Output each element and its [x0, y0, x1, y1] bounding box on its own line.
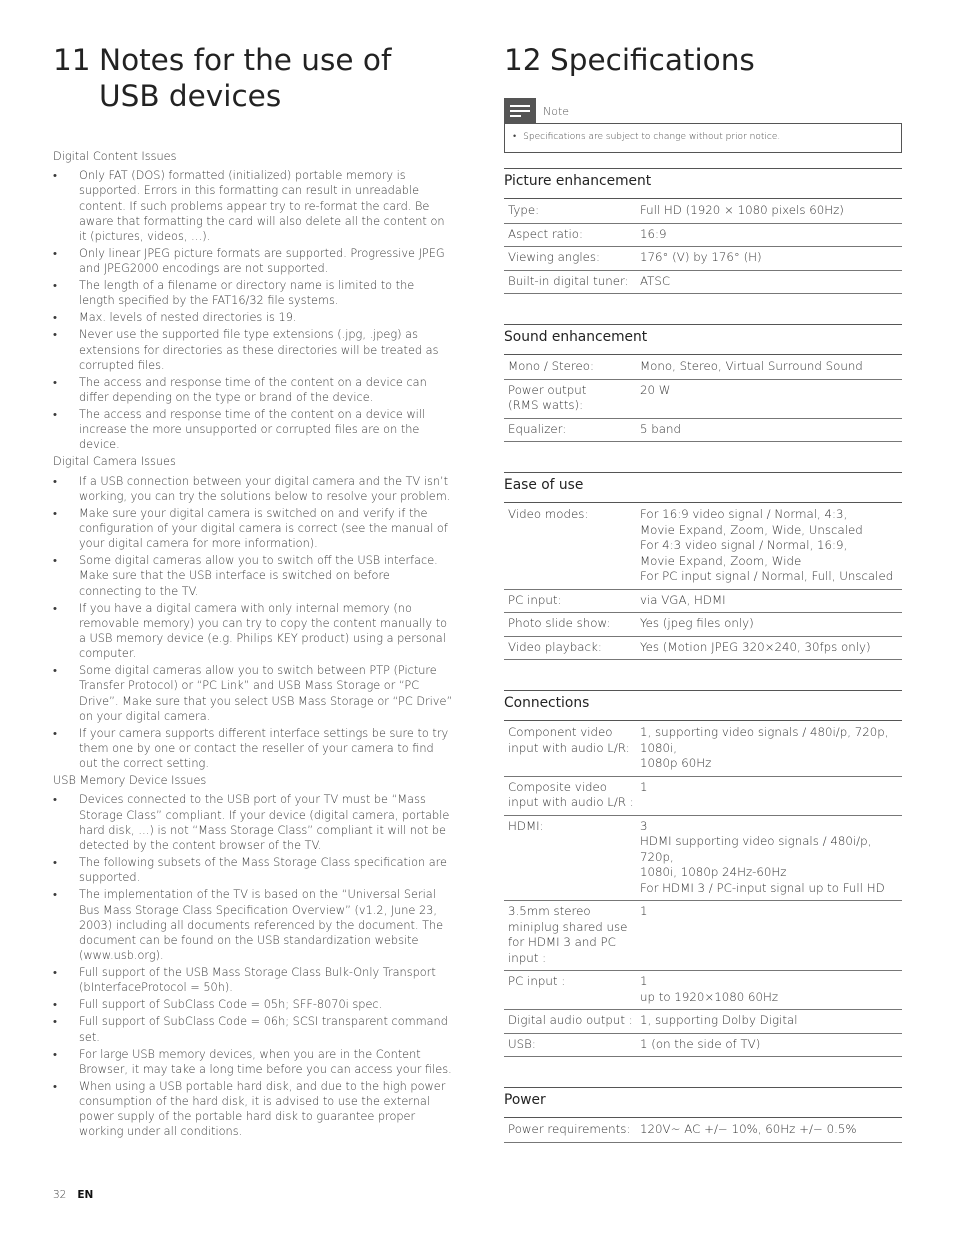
spec-value [640, 1037, 898, 1053]
spec-row [504, 356, 902, 380]
spec-section-title: Ease of use [504, 472, 902, 503]
spec-row [504, 816, 902, 902]
spec-section [504, 472, 902, 660]
spec-value-line: 16:9 [640, 226, 667, 241]
spec-value [640, 383, 898, 414]
spec-key-line: Video playback: [508, 639, 602, 654]
issue-list [53, 792, 453, 1139]
spec-value-line: 1 [640, 974, 648, 988]
spec-section-title: Connections [504, 690, 902, 721]
spec-value-line: HDMI supporting video signals / 480i/p, 720p, [640, 834, 872, 864]
spec-value-line: 1, supporting Dolby Digital [640, 1013, 798, 1027]
list-item: • Make sure your digital camera is switched on and verify if the configuration of your digital camera is correct (see the manual of your digital camera for more information). [53, 506, 453, 552]
spec-value-line: 1 (on the side of TV) [640, 1036, 761, 1051]
note-header [504, 98, 902, 124]
spec-key [508, 1037, 640, 1053]
spec-key-line: USB: [508, 1036, 536, 1051]
note-block [504, 98, 902, 153]
list-item: • Only linear JPEG picture formats are supported. Progressive JPEG and JPEG2000 encodings are not supported. [53, 246, 453, 276]
spec-value-line: For 4:3 video signal / Normal, 16:9, [640, 538, 848, 552]
spec-value-line: 20 W [640, 382, 671, 397]
spec-key [508, 593, 640, 609]
spec-value [640, 1013, 898, 1029]
list-item: • Only FAT (DOS) formatted (initialized) portable memory is supported. Errors in this formatting can result in unreadable content. If such problems appear try to re-format the card. Be aware that formatting the card will also delete all the content on it (pictures, videos, …). [53, 168, 453, 244]
chapter-12-heading [504, 42, 902, 78]
list-item: • Full support of SubClass Code = 05h; SFF-8070i spec. [53, 997, 453, 1012]
spec-key-line: Video modes: [508, 507, 589, 521]
spec-value [640, 904, 898, 966]
list-item: • The following subsets of the Mass Storage Class specification are supported. [53, 855, 453, 885]
spec-value-line: Movie Expand, Zoom, Wide [640, 553, 802, 568]
spec-key [508, 507, 640, 585]
spec-key [508, 1013, 640, 1029]
spec-value-line: For 16:9 video signal / Normal, 4:3, [640, 507, 848, 521]
spec-value-line: For PC input signal / Normal, Full, Unscaled [640, 569, 894, 583]
note-text: Specifications are subject to change without prior notice. [523, 132, 781, 142]
spec-value [640, 274, 898, 290]
spec-key [508, 640, 640, 656]
spec-key [508, 274, 640, 290]
spec-row [504, 271, 902, 295]
spec-value-line: 1080p 60Hz [640, 756, 712, 770]
list-item: • Devices connected to the USB port of your TV must be “Mass Storage Class” compliant. If your device (digital camera, portable hard disk, …) is not “Mass Storage Class” compliant it will not be detected by the content browser of the TV. [53, 792, 453, 853]
spec-key-line: Mono / Stereo: [508, 359, 594, 373]
spec-key-line: Built-in digital tuner: [508, 273, 629, 288]
list-item: • Some digital cameras allow you to switch between PTP (Picture Transfer Protocol) or “PC Link” and USB Mass Storage or “PC Drive”. Make sure that you select USB Mass Storage or “PC Drive” on your digital camera. [53, 663, 453, 724]
list-item: • Max. levels of nested directories is 19. [53, 310, 453, 325]
spec-row [504, 247, 902, 271]
usb-notes-body [53, 149, 453, 1140]
spec-key-line: Composite video [508, 779, 607, 794]
right-column [504, 42, 902, 1143]
list-item: • If your camera supports different interface settings be sure to try them one by one or contact the reseller of your camera to find out the correct setting. [53, 726, 453, 772]
list-item: • The implementation of the TV is based on the “Universal Serial Bus Mass Storage Class Specification Overview” (v1.2, June 23, 2003) including all documents referenced by the document. The document can be found on the USB standardization website (www.usb.org). [53, 887, 453, 963]
spec-value [640, 974, 898, 1005]
list-item: • The access and response time of the content on a device can differ depending on the type or brand of the device. [53, 375, 453, 405]
spec-key [508, 359, 640, 375]
list-item: • If a USB connection between your digital camera and the TV isn’t working, you can try the solutions below to resolve your problem. [53, 474, 453, 504]
spec-value-line: 1 [640, 904, 648, 918]
spec-row [504, 200, 902, 224]
spec-key-line: Type: [508, 203, 540, 217]
list-item: • Full support of the USB Mass Storage Class Bulk-Only Transport (bInterfaceProtocol = 50h). [53, 965, 453, 995]
spec-value-line: 176° (V) by 176° (H) [640, 250, 762, 264]
spec-key [508, 1122, 640, 1138]
spec-row [504, 224, 902, 248]
spec-value [640, 507, 898, 585]
spec-value [640, 203, 898, 219]
spec-value [640, 422, 898, 438]
issue-list [53, 168, 453, 452]
spec-value-line: 5 band [640, 421, 681, 436]
list-item: • Never use the supported file type extensions (.jpg, .jpeg) as extensions for directories as these directories will be treated as corrupted files. [53, 327, 453, 373]
spec-row [504, 380, 902, 419]
spec-key [508, 725, 640, 772]
spec-value [640, 227, 898, 243]
spec-value-line: ATSC [640, 273, 671, 288]
spec-value-line: 3 [640, 818, 648, 833]
spec-key [508, 819, 640, 897]
spec-key [508, 904, 640, 966]
spec-value-line: Full HD (1920 × 1080 pixels 60Hz) [640, 203, 844, 217]
spec-value [640, 780, 898, 811]
spec-section-title: Power [504, 1087, 902, 1118]
spec-key [508, 250, 640, 266]
spec-value [640, 1122, 898, 1138]
spec-key-line: miniplug shared use [508, 919, 628, 934]
spec-row [504, 901, 902, 971]
spec-section-title: Picture enhancement [504, 168, 902, 199]
spec-row [504, 590, 902, 614]
spec-value-line: 1, supporting video signals / 480i/p, 720p, 1080i, [640, 725, 889, 755]
spec-row [504, 419, 902, 443]
list-item: • When using a USB portable hard disk, and due to the high power consumption of the hard disk, it is advised to use the external power supply of the portable hard disk to guarantee proper working under all conditions. [53, 1079, 453, 1140]
note-label: Note [543, 104, 570, 118]
list-item: • For large USB memory devices, when you are in the Content Browser, it may take a long time before you can access your files. [53, 1047, 453, 1077]
spec-row [504, 1034, 902, 1058]
spec-row [504, 504, 902, 590]
spec-key-line: for HDMI 3 and PC [508, 935, 616, 949]
list-item: • Some digital cameras allow you to switch off the USB interface. Make sure that the USB interface is switched on before connecting to the TV. [53, 553, 453, 599]
spec-section [504, 690, 902, 1057]
spec-value [640, 640, 898, 656]
chapter-11-heading [53, 42, 453, 114]
spec-row [504, 722, 902, 777]
spec-key-line: PC input: [508, 592, 562, 607]
issue-heading: Digital Content Issues [53, 150, 177, 163]
spec-section [504, 1087, 902, 1143]
spec-value-line: Yes (Motion JPEG 320×240, 30fps only) [640, 639, 871, 654]
spec-key-line: Power requirements: [508, 1122, 631, 1136]
spec-value-line: Movie Expand, Zoom, Wide, Unscaled [640, 522, 863, 537]
spec-key-line: PC input : [508, 974, 566, 988]
spec-key-line: Photo slide show: [508, 616, 611, 630]
spec-row [504, 613, 902, 637]
spec-value [640, 616, 898, 632]
note-icon [504, 98, 536, 124]
spec-row [504, 971, 902, 1010]
spec-value-line: up to 1920×1080 60Hz [640, 989, 779, 1004]
spec-value-line: 1080i, 1080p 24Hz-60Hz [640, 865, 787, 879]
spec-value-line: Mono, Stereo, Virtual Surround Sound [640, 359, 863, 373]
spec-key [508, 780, 640, 811]
spec-key-line: Digital audio output : [508, 1013, 633, 1027]
spec-value [640, 250, 898, 266]
left-column [53, 42, 453, 1141]
spec-key [508, 227, 640, 243]
issue-list [53, 474, 453, 772]
spec-sections [504, 168, 902, 1143]
issue-heading: Digital Camera Issues [53, 455, 176, 469]
spec-key-line: input with audio L/R : [508, 795, 634, 809]
chapter-title: Notes for the use of USB devices [99, 43, 392, 113]
chapter-number: 12 [504, 43, 542, 77]
spec-value-line: 1 [640, 779, 648, 794]
spec-key-line: HDMI: [508, 818, 544, 833]
spec-key-line: input : [508, 950, 547, 965]
issue-heading: USB Memory Device Issues [53, 774, 207, 788]
page-footer [53, 1189, 93, 1201]
spec-value-line: Yes (jpeg files only) [640, 616, 754, 630]
spec-value-line: 120V~ AC +/− 10%, 60Hz +/− 0.5% [640, 1122, 857, 1136]
language-code: EN [77, 1189, 94, 1201]
spec-key-line: input with audio L/R: [508, 740, 630, 755]
spec-section-title: Sound enhancement [504, 324, 902, 355]
spec-key-line: Equalizer: [508, 421, 567, 436]
spec-row [504, 637, 902, 661]
spec-key-line: (RMS watts): [508, 398, 584, 412]
spec-key [508, 203, 640, 219]
page-number: 32 [53, 1189, 67, 1201]
spec-key-line: Viewing angles: [508, 250, 601, 264]
spec-key-line: Aspect ratio: [508, 226, 583, 241]
spec-key [508, 422, 640, 438]
spec-key [508, 616, 640, 632]
spec-section [504, 168, 902, 294]
spec-value [640, 819, 898, 897]
note-box: • Specifications are subject to change without prior notice. [504, 123, 902, 153]
spec-value-line: via VGA, HDMI [640, 592, 726, 607]
spec-row [504, 1119, 902, 1143]
spec-row [504, 1010, 902, 1034]
spec-value-line: For HDMI 3 / PC-input signal up to Full HD [640, 880, 885, 895]
list-item: • The access and response time of the content on a device will increase the more unsupported or corrupted files are on the device. [53, 407, 453, 453]
spec-row [504, 777, 902, 816]
spec-key-line: Power output [508, 382, 587, 397]
spec-key-line: 3.5mm stereo [508, 904, 591, 918]
chapter-number: 11 [53, 43, 91, 77]
list-item: • If you have a digital camera with only internal memory (no removable memory) you can try to copy the content manually to a USB memory device (e.g. Philips KEY product) using a personal computer. [53, 601, 453, 662]
spec-value [640, 359, 898, 375]
list-item: • The length of a filename or directory name is limited to the length specified by the FAT16/32 file systems. [53, 278, 453, 308]
spec-key-line: Component video [508, 725, 613, 739]
spec-key [508, 974, 640, 1005]
list-item: • Full support of SubClass Code = 06h; SCSI transparent command set. [53, 1014, 453, 1044]
chapter-title: Specifications [550, 43, 755, 77]
spec-value [640, 593, 898, 609]
spec-key [508, 383, 640, 414]
spec-value [640, 725, 898, 772]
spec-section [504, 324, 902, 442]
